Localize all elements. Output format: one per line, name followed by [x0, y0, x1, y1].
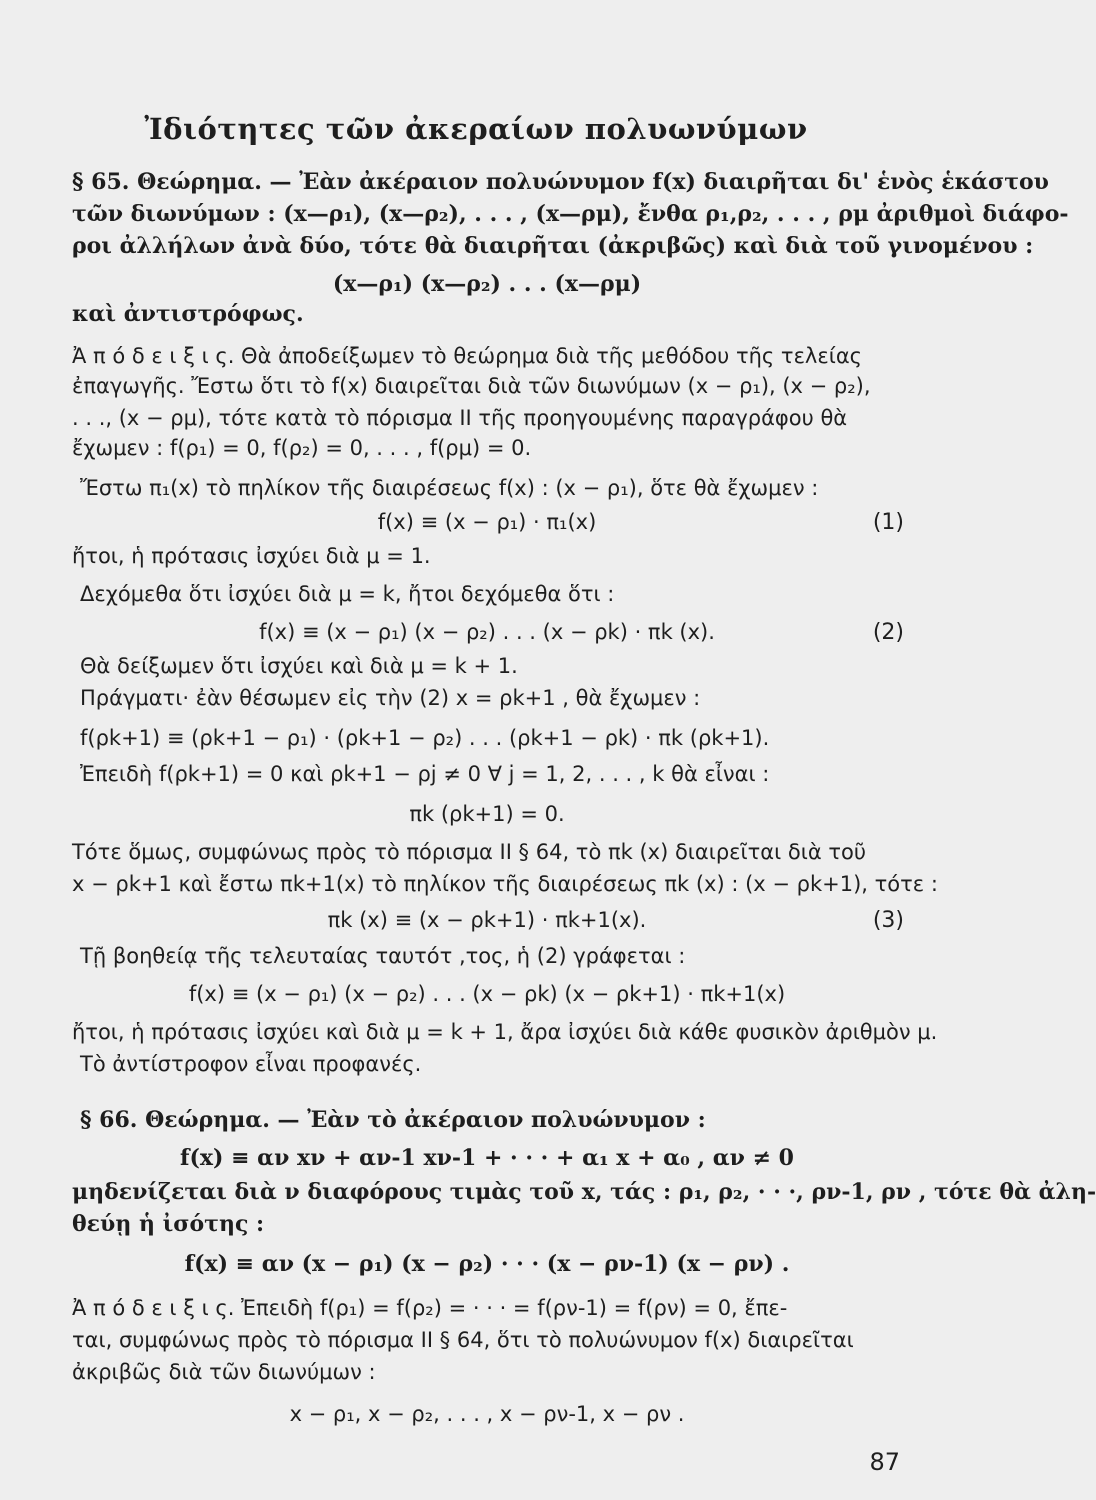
equation-number: (3) — [872, 908, 904, 933]
text-line: f(x) ≡ (x − ρ₁) (x − ρ₂) . . . (x − ρk) (x − ρk+1) · πk+1(x) — [188, 982, 786, 1006]
text-line: f(x) ≡ αν (x − ρ₁) (x − ρ₂) · · · (x − ρν-1) (x − ρν) . — [184, 1251, 790, 1277]
text-line: μηδενίζεται διὰ ν διαφόρους τιμὰς τοῦ x, τάς : ρ₁, ρ₂, · · ·, ρν-1, ρν , τότε θὰ ἀλη- — [72, 1179, 1096, 1205]
text-line: § 65. Θεώρημα. — Ἐὰν ἀκέραιον πολυώνυμον f(x) διαιρῆται δι' ἑνὸς ἑκάστου — [72, 169, 1049, 195]
text-line: f(x) ≡ αν xν + αν-1 xν-1 + · · · + α₁ x + α₀ , αν ≠ 0 — [180, 1145, 794, 1171]
page-number: 87 — [869, 1448, 900, 1476]
equation-number: (2) — [872, 620, 904, 645]
text-line: ἀκριβῶς διὰ τῶν διωνύμων : — [72, 1360, 376, 1384]
text-line: f(x) ≡ (x − ρ₁) · π₁(x) — [377, 510, 597, 534]
section-title: Ἰδιότητες τῶν ἀκεραίων πολυωνύμων — [144, 112, 808, 146]
text-line: Ἀ π ό δ ε ι ξ ι ς. Ἐπειδὴ f(ρ₁) = f(ρ₂) = · · · = f(ρν-1) = f(ρν) = 0, ἔπε- — [72, 1296, 788, 1320]
text-line: f(ρk+1) ≡ (ρk+1 − ρ₁) · (ρk+1 − ρ₂) . . . (ρk+1 − ρk) · πk (ρk+1). — [80, 726, 770, 750]
text-line: (x—ρ₁) (x—ρ₂) . . . (x—ρμ) — [332, 271, 642, 297]
text-line: Θὰ δείξωμεν ὅτι ἰσχύει καὶ διὰ μ = k + 1. — [80, 654, 518, 678]
text-line: § 66. Θεώρημα. — Ἐὰν τὸ ἀκέραιον πολυώνυμον : — [80, 1107, 706, 1133]
text-line: Δεχόμεθα ὅτι ἰσχύει διὰ μ = k, ἤτοι δεχόμεθα ὅτι : — [80, 582, 615, 606]
equation-number: (1) — [872, 510, 904, 535]
text-line: πk (ρk+1) = 0. — [409, 802, 565, 826]
text-line: τῶν διωνύμων : (x—ρ₁), (x—ρ₂), . . . , (x—ρμ), ἔνθα ρ₁,ρ₂, . . . , ρμ ἀριθμοὶ διάφο- — [72, 201, 1069, 227]
text-line: ται, συμφώνως πρὸς τὸ πόρισμα II § 64, ὅτι τὸ πολυώνυμον f(x) διαιρεῖται — [72, 1328, 854, 1352]
text-line: ἔχωμεν : f(ρ₁) = 0, f(ρ₂) = 0, . . . , f(ρμ) = 0. — [72, 436, 532, 460]
text-line: καὶ ἀντιστρόφως. — [72, 301, 304, 327]
text-line: πk (x) ≡ (x − ρk+1) · πk+1(x). — [327, 908, 647, 932]
text-line: x − ρk+1 καὶ ἔστω πk+1(x) τὸ πηλίκον τῆς διαιρέσεως πk (x) : (x − ρk+1), τότε : — [72, 872, 938, 896]
text-line: x − ρ₁, x − ρ₂, . . . , x − ρν-1, x − ρν . — [289, 1402, 685, 1426]
text-line: θεύῃ ἡ ἰσότης : — [72, 1211, 265, 1237]
text-line: Ἐπειδὴ f(ρk+1) = 0 καὶ ρk+1 − ρj ≠ 0 ∀ j = 1, 2, . . . , k θὰ εἶναι : — [80, 762, 770, 786]
text-line: ἤτοι, ἡ πρότασις ἰσχύει καὶ διὰ μ = k + 1, ἄρα ἰσχύει διὰ κάθε φυσικὸν ἀριθμὸν μ. — [72, 1020, 938, 1044]
text-line: ροι ἀλλήλων ἀνὰ δύο, τότε θὰ διαιρῆται (ἀκριβῶς) καὶ διὰ τοῦ γινομένου : — [72, 233, 1034, 259]
text-line: Τότε ὅμως, συμφώνως πρὸς τὸ πόρισμα II § 64, τὸ πk (x) διαιρεῖται διὰ τοῦ — [72, 840, 867, 864]
text-line: f(x) ≡ (x − ρ₁) (x − ρ₂) . . . (x − ρk) · πk (x). — [259, 620, 715, 644]
text-line: Τῇ βοηθείᾳ τῆς τελευταίας ταυτότ ,τος, ἡ (2) γράφεται : — [80, 944, 686, 968]
text-line: Τὸ ἀντίστροφον εἶναι προφανές. — [80, 1052, 422, 1076]
text-line: ἤτοι, ἡ πρότασις ἰσχύει διὰ μ = 1. — [72, 544, 431, 568]
text-line: Ἀ π ό δ ε ι ξ ι ς. Θὰ ἀποδείξωμεν τὸ θεώρημα διὰ τῆς μεθόδου τῆς τελείας — [72, 344, 862, 368]
text-line: ἐπαγωγῆς. Ἔστω ὅτι τὸ f(x) διαιρεῖται διὰ τῶν διωνύμων (x − ρ₁), (x − ρ₂), — [72, 374, 871, 398]
text-line: . . ., (x − ρμ), τότε κατὰ τὸ πόρισμα II τῆς προηγουμένης παραγράφου θὰ — [72, 406, 848, 430]
text-line: Ἔστω π₁(x) τὸ πηλίκον τῆς διαιρέσεως f(x) : (x − ρ₁), ὅτε θὰ ἔχωμεν : — [80, 476, 819, 500]
text-line: Πράγματι· ἐὰν θέσωμεν εἰς τὴν (2) x = ρk+1 , θὰ ἔχωμεν : — [80, 686, 701, 710]
